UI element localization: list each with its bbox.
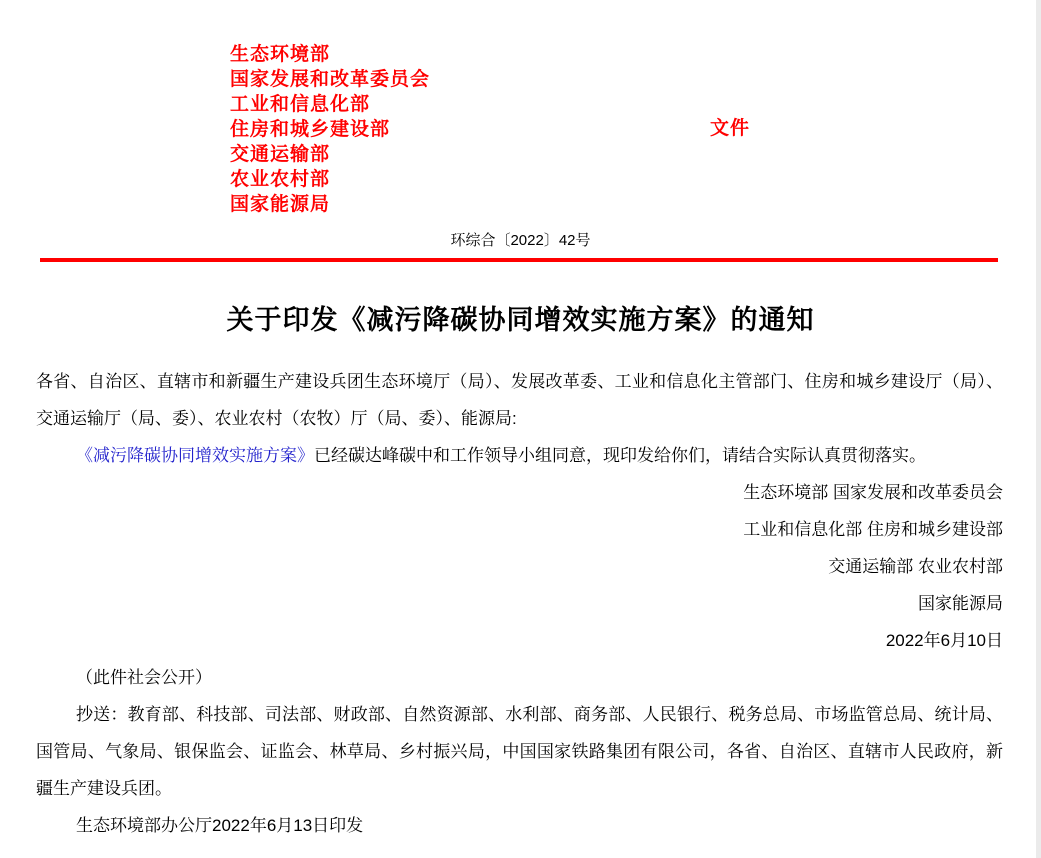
salutation: 各省、自治区、直辖市和新疆生产建设兵团生态环境厅（局）、发展改革委、工业和信息化主管部门、住房和城乡建设厅（局）、交通运输厅（局、委）、农业农村（农牧）厅（局、委）、能源局: <box>36 372 1003 428</box>
cc-list: 抄送：教育部、科技部、司法部、财政部、自然资源部、水利部、商务部、人民银行、税务总局、市场监管总局、统计局、国管局、气象局、银保监会、证监会、林草局、乡村振兴局，中国国家铁路集团有限公司，各省、自治区、直辖市人民政府，新疆生产建设兵团。 <box>36 705 1003 798</box>
agency-name: 交通运输部 <box>230 144 331 165</box>
agency-name: 国家能源局 <box>230 194 331 215</box>
issue-date: 2022年6月10日 <box>885 631 1003 650</box>
agency-name: 住房和城乡建设部 <box>230 119 391 140</box>
agency-name: 生态环境部 <box>230 44 331 65</box>
red-divider-line <box>40 258 998 262</box>
document-title: 关于印发《减污降碳协同增效实施方案》的通知 <box>226 305 815 335</box>
agency-name: 工业和信息化部 <box>230 94 371 115</box>
plan-link[interactable]: 《减污降碳协同增效实施方案》 <box>76 446 314 465</box>
agency-name: 农业农村部 <box>230 169 331 190</box>
document-body <box>0 337 1041 844</box>
document-type-label: 文件 <box>710 118 751 139</box>
signatory-line: 国家能源局 <box>918 594 1003 613</box>
document-number: 环综合〔2022〕42号 <box>450 232 591 249</box>
issuing-agencies-list <box>230 42 1041 217</box>
main-paragraph <box>36 437 1003 474</box>
signature-block <box>36 474 1003 659</box>
signatory-line: 交通运输部 农业农村部 <box>828 557 1003 576</box>
signatory-line: 工业和信息化部 住房和城乡建设部 <box>743 520 1003 539</box>
public-disclosure-note: （此件社会公开） <box>76 668 212 687</box>
print-note: 生态环境部办公厅2022年6月13日印发 <box>76 816 364 835</box>
signatory-line: 生态环境部 国家发展和改革委员会 <box>743 483 1003 502</box>
agency-name: 国家发展和改革委员会 <box>230 69 431 90</box>
page-right-edge <box>1036 0 1041 858</box>
main-paragraph-text: 已经碳达峰碳中和工作领导小组同意，现印发给你们，请结合实际认真贯彻落实。 <box>314 446 926 465</box>
letterhead <box>0 0 1041 217</box>
